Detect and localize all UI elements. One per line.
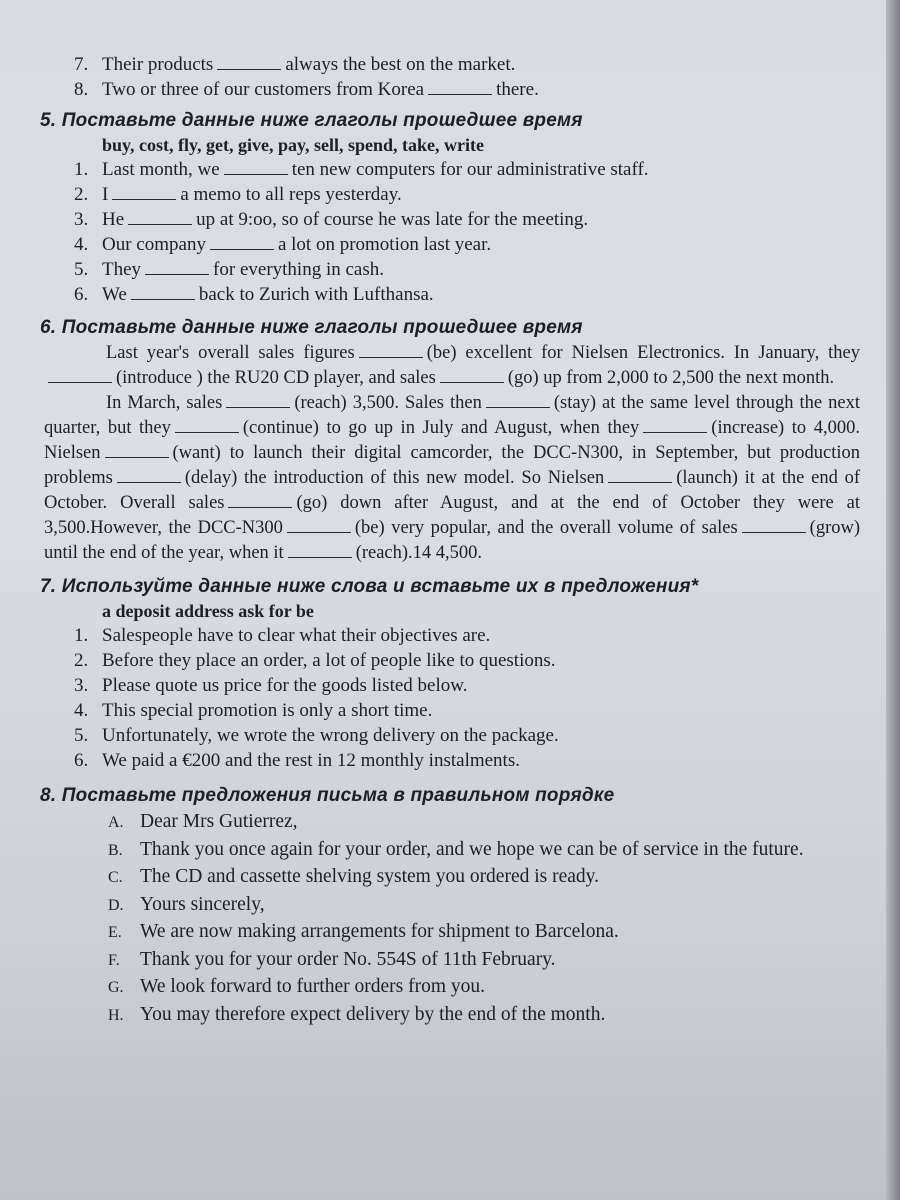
- exercise-item: [40, 723, 860, 748]
- item-number: 2.: [74, 650, 89, 671]
- answer-blank[interactable]: [440, 366, 504, 383]
- item-number: 8.: [74, 79, 89, 100]
- item-text: Yours sincerely,: [140, 893, 265, 915]
- answer-blank[interactable]: [287, 516, 351, 533]
- item-text: This special promotion is only a short time.: [102, 700, 433, 721]
- item-text: He: [102, 209, 125, 230]
- exercise-item: [40, 232, 860, 257]
- word-bank: a deposit address ask for be: [102, 601, 314, 621]
- item-number: 6.: [74, 284, 89, 305]
- exercise-item: [40, 157, 860, 182]
- text-fragment: (launch) it at the end of October. Overall sales: [44, 468, 860, 513]
- item-letter: D.: [108, 896, 124, 914]
- item-letter: A.: [108, 814, 124, 831]
- text-fragment: Last year's overall sales figures: [106, 343, 355, 363]
- item-text: a memo to all reps yesterday.: [180, 184, 402, 205]
- exercise-item: [40, 648, 860, 673]
- answer-blank[interactable]: [226, 391, 290, 408]
- text-fragment: In March, sales: [106, 393, 223, 413]
- item-text: up at 9:oo, so of course he was late for the meeting.: [196, 209, 589, 230]
- section-7: [40, 576, 860, 773]
- paragraph: [44, 341, 860, 391]
- word-bank: buy, cost, fly, get, give, pay, sell, spend, take, write: [102, 135, 484, 155]
- answer-blank[interactable]: [359, 341, 423, 358]
- text-fragment: (delay) the introduction of this new model. So Nielsen: [184, 468, 605, 488]
- item-text: Their products: [102, 54, 214, 75]
- answer-blank[interactable]: [175, 416, 239, 433]
- item-number: 3.: [74, 209, 89, 230]
- exercise-item: [40, 77, 860, 102]
- exercise-item: [40, 182, 860, 207]
- section-heading: 5. Поставьте данные ниже глаголы прошедшее время: [40, 110, 583, 131]
- exercise-item: [40, 52, 860, 77]
- exercise-item: [40, 673, 860, 698]
- item-text: there.: [496, 79, 539, 100]
- gap-fill-text: [40, 341, 860, 566]
- answer-blank[interactable]: [145, 258, 209, 275]
- section-6: [40, 317, 860, 566]
- item-text: a lot on promotion last year.: [277, 234, 492, 255]
- text-fragment: (go) down after August, and at the end of October they were at 3,500.However, the DCC-N300: [44, 493, 860, 538]
- answer-blank[interactable]: [128, 208, 192, 225]
- section-heading: 8. Поставьте предложения письма в правильном порядке: [40, 785, 615, 806]
- item-text: We look forward to further orders from you.: [140, 976, 485, 997]
- text-fragment: (be) excellent for Nielsen Electronics. In January, they: [426, 343, 861, 363]
- item-text: Thank you for your order No. 554S of 11th February.: [140, 948, 556, 970]
- item-letter: C.: [108, 869, 123, 886]
- top-items: [40, 52, 860, 102]
- section-5: [40, 110, 860, 307]
- answer-blank[interactable]: [288, 541, 352, 558]
- answer-blank[interactable]: [112, 183, 176, 200]
- item-text: Salespeople have to clear what their objectives are.: [102, 625, 491, 646]
- item-letter: H.: [108, 1006, 124, 1024]
- item-number: 6.: [74, 750, 89, 771]
- exercise-item: [40, 282, 860, 307]
- item-number: 3.: [74, 675, 89, 696]
- item-text: Last month, we: [102, 159, 220, 180]
- item-number: 5.: [74, 725, 89, 746]
- item-letter: B.: [108, 841, 123, 859]
- item-text: for everything in cash.: [213, 259, 384, 280]
- text-fragment: (want) to launch their digital camcorder, the DCC-N300, in September, but production problems: [44, 443, 860, 488]
- item-number: 1.: [74, 159, 89, 180]
- answer-blank[interactable]: [117, 466, 181, 483]
- answer-blank[interactable]: [428, 78, 492, 95]
- answer-blank[interactable]: [608, 466, 672, 483]
- answer-blank[interactable]: [742, 516, 806, 533]
- answer-blank[interactable]: [48, 366, 112, 383]
- answer-blank[interactable]: [643, 416, 707, 433]
- page-edge-shadow: [886, 0, 900, 1200]
- item-text: We: [102, 284, 127, 305]
- answer-blank[interactable]: [210, 233, 274, 250]
- answer-blank[interactable]: [228, 491, 292, 508]
- item-text: ten new computers for our administrative staff.: [291, 159, 649, 180]
- answer-blank[interactable]: [105, 441, 169, 458]
- text-fragment: (introduce ) the RU20 CD player, and sales: [116, 368, 436, 388]
- exercise-item: [40, 257, 860, 282]
- letter-sentence: [40, 864, 860, 892]
- item-number: 4.: [74, 234, 89, 255]
- item-text: The CD and cassette shelving system you ordered is ready.: [140, 866, 600, 887]
- item-text: Two or three of our customers from Korea: [102, 79, 425, 100]
- text-fragment: (stay) at the same level through the next quarter, but they: [44, 393, 860, 438]
- answer-blank[interactable]: [486, 391, 550, 408]
- item-number: 5.: [74, 259, 89, 280]
- answer-blank[interactable]: [131, 283, 195, 300]
- item-letter: G.: [108, 979, 124, 996]
- letter-sentence: [40, 919, 860, 947]
- item-text: Unfortunately, we wrote the wrong delivery on the package.: [102, 725, 559, 746]
- item-text: You may therefore expect delivery by the end of the month.: [140, 1003, 606, 1025]
- item-number: 2.: [74, 184, 89, 205]
- letter-sentence: [40, 809, 860, 837]
- item-letter: E.: [108, 924, 122, 941]
- text-fragment: (grow) until the end of the year, when it: [44, 518, 860, 563]
- item-text: Please quote us price for the goods listed below.: [102, 675, 468, 696]
- item-text: Thank you once again for your order, and we hope we can be of service in the future.: [140, 838, 804, 860]
- section-heading: 6. Поставьте данные ниже глаголы прошедшее время: [40, 317, 583, 338]
- item-text: back to Zurich with Lufthansa.: [198, 284, 434, 305]
- item-number: 4.: [74, 700, 89, 721]
- paragraph: [44, 391, 860, 566]
- text-fragment: (be) very popular, and the overall volume of sales: [354, 518, 738, 538]
- item-text: I: [102, 184, 109, 205]
- section-8: [40, 785, 860, 1029]
- item-text: We are now making arrangements for shipment to Barcelona.: [140, 921, 619, 942]
- letter-sentence: [40, 892, 860, 920]
- item-text: We paid a €200 and the rest in 12 monthly instalments.: [102, 750, 520, 771]
- item-text: Our company: [102, 234, 206, 255]
- section-heading: 7. Используйте данные ниже слова и вставьте их в предложения*: [40, 576, 699, 597]
- exercise-item: [40, 748, 860, 773]
- exercise-item: [40, 207, 860, 232]
- item-text: They: [102, 259, 142, 280]
- text-fragment: (increase) to 4,000. Nielsen: [44, 418, 860, 463]
- text-fragment: (reach).14 4,500.: [355, 543, 483, 563]
- item-text: always the best on the market.: [285, 54, 516, 75]
- exercise-item: [40, 623, 860, 648]
- item-letter: F.: [108, 951, 120, 969]
- letter-sentence: [40, 947, 860, 975]
- letter-sentence: [40, 837, 860, 865]
- answer-blank[interactable]: [217, 53, 281, 70]
- letter-sentence: [40, 974, 860, 1002]
- item-text: Before they place an order, a lot of people like to questions.: [102, 650, 556, 671]
- text-fragment: (reach) 3,500. Sales then: [294, 393, 482, 413]
- exercise-item: [40, 698, 860, 723]
- item-number: 7.: [74, 54, 89, 75]
- text-fragment: (go) up from 2,000 to 2,500 the next month.: [507, 368, 835, 388]
- letter-sentence: [40, 1002, 860, 1030]
- item-text: Dear Mrs Gutierrez,: [140, 811, 298, 832]
- answer-blank[interactable]: [224, 158, 288, 175]
- item-number: 1.: [74, 625, 89, 646]
- text-fragment: (continue) to go up in July and August, when they: [242, 418, 640, 438]
